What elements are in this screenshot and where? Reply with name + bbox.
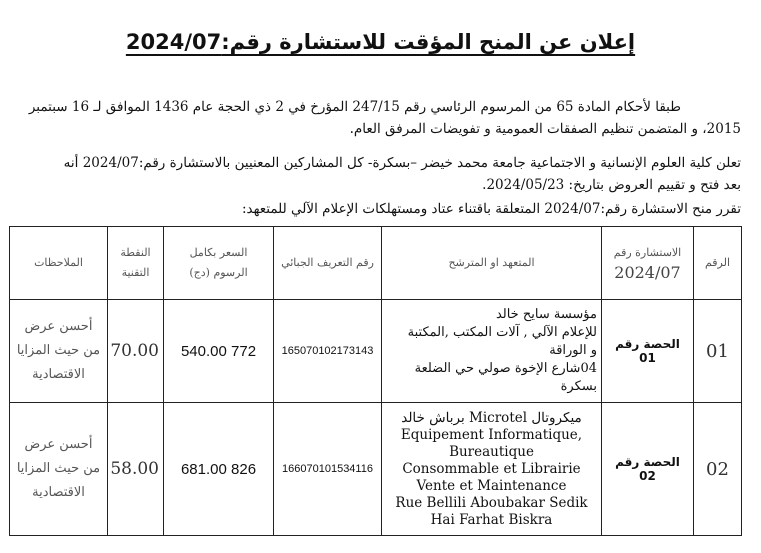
- row-score: 58.00: [108, 403, 164, 536]
- row-remark: [10, 300, 108, 403]
- row-index: 01: [694, 300, 742, 403]
- header-score: [108, 227, 164, 300]
- row-price: 772 540.00: [164, 300, 274, 403]
- paragraph-announcement: [21, 152, 741, 196]
- bidder-line: بسكرة: [560, 379, 597, 394]
- header-tax-id: رقم التعريف الجبائي: [274, 227, 382, 300]
- paragraph-decision: [21, 198, 741, 220]
- row-price: 826 681.00: [164, 403, 274, 536]
- page-title: [0, 30, 761, 54]
- row-tax-id: 165070102173143: [274, 300, 382, 403]
- row-lot: الحصة رقم 01: [602, 300, 694, 403]
- header-index: الرقم: [694, 227, 742, 300]
- bidder-line: و الوراقة: [549, 343, 597, 358]
- bidder-line: 04شارع الإخوة صولي حي الضلعة: [414, 361, 597, 376]
- paragraph-legal-basis: [21, 96, 741, 140]
- row-bidder: [382, 300, 602, 403]
- bidder-line: Rue Bellili Aboubakar Sedik: [395, 494, 588, 511]
- bidder-line: ميكروتال Microtel برباش خالد: [401, 409, 582, 426]
- row-bidder: [382, 403, 602, 536]
- bidder-line: Vente et Maintenance: [416, 477, 567, 494]
- header-remarks: الملاحظات: [10, 227, 108, 300]
- bidder-line: Equipement Informatique,: [400, 426, 583, 443]
- remark-line: الاقتصادية: [32, 485, 85, 500]
- paragraph-line: طبقا لأحكام المادة 65 من المرسوم الرئاسي رقم 247/15 المؤرخ في 2 ذي الحجة عام 1436 الموافق لـ 16 سبتمبر: [28, 99, 681, 115]
- award-table: [9, 226, 742, 536]
- remark-line: أحسن عرض: [24, 437, 93, 452]
- remark-line: أحسن عرض: [24, 319, 93, 334]
- table-row: [10, 300, 742, 403]
- paragraph-line: تعلن كلية العلوم الإنسانية و الاجتماعية جامعة محمد خيضر –بسكرة- كل المشاركين المعنيين بالاستشارة رقم:2024/07 أنه: [63, 155, 741, 171]
- header-consultation-number: 2024/07: [614, 263, 681, 282]
- remark-line: من حيث المزايا: [16, 343, 101, 358]
- row-remark: [10, 403, 108, 536]
- header-price-line: السعر بكامل: [189, 246, 248, 259]
- bidder-line: مؤسسة سايح خالد: [495, 307, 597, 322]
- page-title-text: إعلان عن المنح المؤقت للاستشارة رقم:2024/07: [125, 30, 636, 54]
- header-bidder: المتعهد او المترشح: [382, 227, 602, 300]
- header-consultation: [602, 227, 694, 300]
- row-lot: الحصة رقم 02: [602, 403, 694, 536]
- table-row: [10, 403, 742, 536]
- row-score: 70.00: [108, 300, 164, 403]
- paragraph-line: تقرر منح الاستشارة رقم:2024/07 المتعلقة باقتناء عتاد ومستهلكات الإعلام الآلي للمتعهد:: [241, 201, 741, 217]
- row-tax-id: 166070101534116: [274, 403, 382, 536]
- remark-line: الاقتصادية: [32, 367, 85, 382]
- bidder-line: للإعلام الآلي , آلات المكتب ,المكتبة: [407, 325, 597, 340]
- bidder-line: Hai Farhat Biskra: [430, 511, 553, 528]
- header-score-line: النقطة: [120, 246, 151, 259]
- row-index: 02: [694, 403, 742, 536]
- header-price-line: الرسوم (دج): [189, 266, 248, 279]
- header-price: [164, 227, 274, 300]
- header-score-line: التقنية: [121, 266, 150, 279]
- table-header-row: [10, 227, 742, 300]
- paragraph-line: بعد فتح و تقييم العروض بتاريخ: 2024/05/23.: [482, 177, 741, 193]
- bidder-line: Bureautique: [449, 443, 534, 460]
- header-consultation-label: الاستشارة رقم: [613, 246, 682, 259]
- bidder-line: Consommable et Librairie: [402, 460, 581, 477]
- paragraph-line: 2015، و المتضمن تنظيم الصفقات العمومية و تفويضات المرفق العام.: [349, 121, 741, 137]
- remark-line: من حيث المزايا: [16, 461, 101, 476]
